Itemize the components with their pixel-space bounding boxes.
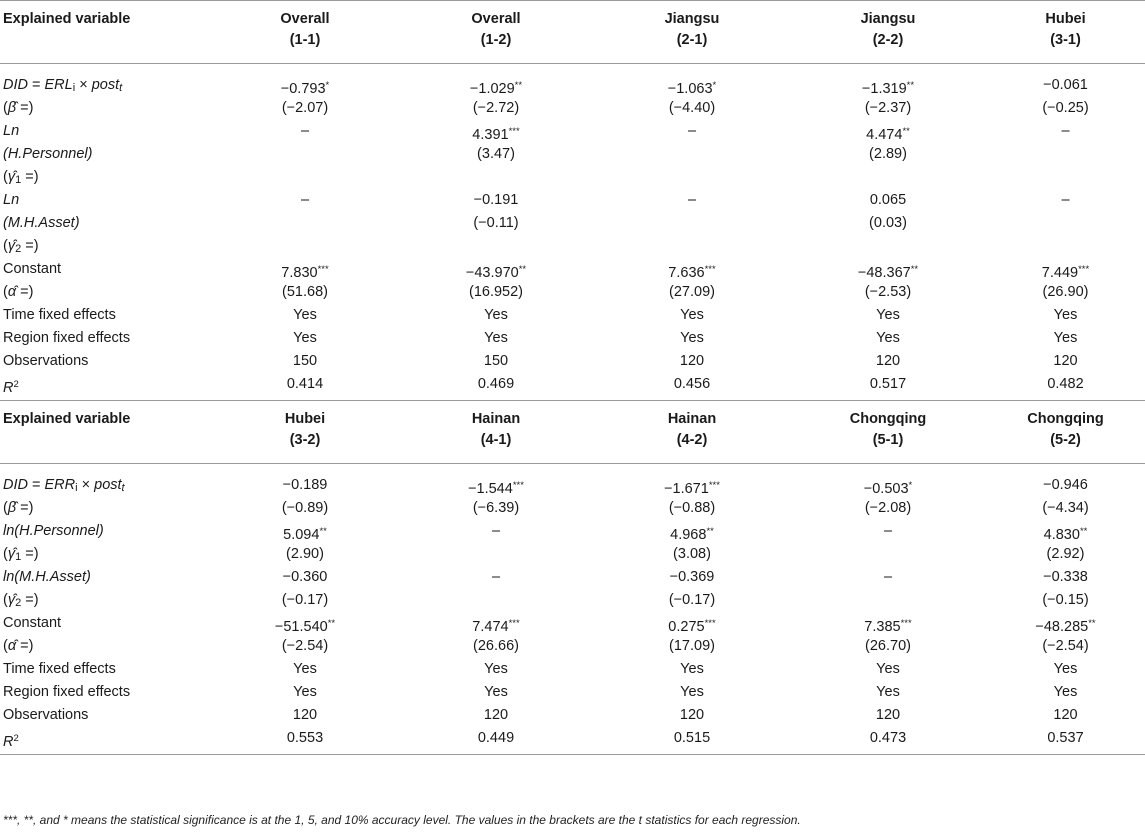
coefficient-value: 120 [875,353,901,369]
coefficient-value: 7.385*** [864,618,912,635]
row-label [0,681,212,704]
t-statistic-value: (27.09) [669,284,715,300]
row-label-line: DID = ERLi × postt [3,77,123,94]
table-cell [986,612,1145,658]
column-region-name: Overall [280,11,330,27]
coefficient-value: – [883,569,893,585]
column-region-name: Hubei [284,411,326,427]
coefficient-value: – [687,123,697,139]
row-label-line: Observations [3,353,89,369]
coefficient-value: – [687,192,697,208]
column-header-3-2 [212,401,398,464]
row-label [0,350,212,373]
coefficient-value: −1.319** [861,80,915,97]
coefficient-value: 0.473 [869,730,907,746]
table-cell [594,520,790,566]
coefficient-value: – [883,523,893,539]
table-cell [398,681,594,704]
column-header-1-2 [398,1,594,64]
table-row [0,566,1145,612]
table-cell [212,373,398,401]
table-cell [212,681,398,704]
coefficient-value: Yes [680,330,704,346]
column-model-number: (3-1) [1050,32,1081,48]
table-row [0,350,1145,373]
column-model-number: (2-1) [676,32,708,48]
table-cell [790,727,986,755]
t-statistic-value: (−0.88) [668,500,716,516]
coefficient-value: 0.515 [673,730,711,746]
coefficient-value: 0.482 [1047,376,1084,392]
table-cell [212,727,398,755]
row-label-line: (H.Personnel) [3,146,93,162]
table-cell [986,704,1145,727]
panel-1-header-row [0,1,1145,64]
t-statistic-value: (3.08) [673,546,711,562]
coefficient-value: Yes [876,307,900,323]
coefficient-value: Yes [293,307,317,323]
column-region-name: Jiangsu [664,11,720,27]
table-cell [398,704,594,727]
coefficient-value: −51.540** [274,618,336,635]
table-cell [594,373,790,401]
table-cell [594,258,790,304]
row-label-line: (γ̂2 =) [3,592,39,609]
row-label-line: (γ̂2 =) [3,238,39,255]
table-cell [790,327,986,350]
column-region-name: Jiangsu [860,11,916,27]
column-model-number: (3-2) [289,432,321,448]
table-cell [398,304,594,327]
table-cell [790,189,986,258]
table-cell [790,64,986,121]
coefficient-value: 120 [1053,707,1078,723]
coefficient-value: −0.793* [280,80,330,97]
table-cell [986,304,1145,327]
table-row [0,464,1145,521]
coefficient-value: 120 [483,707,509,723]
coefficient-value: 120 [1053,353,1078,369]
table-cell [594,681,790,704]
coefficient-value: 0.065 [869,192,907,208]
column-region-name: Hainan [667,411,717,427]
coefficient-value: Yes [1053,307,1078,323]
t-statistic-value: (51.68) [282,284,328,300]
column-model-number: (5-2) [1050,432,1081,448]
row-label-line: ln(M.H.Asset) [3,569,91,585]
table-row [0,189,1145,258]
table-row [0,120,1145,189]
table-cell [594,350,790,373]
coefficient-value: 7.474*** [472,618,520,635]
coefficient-value: – [300,123,310,139]
t-statistic-value: (−2.53) [864,284,912,300]
column-header-3-1 [986,1,1145,64]
table-cell [594,727,790,755]
table-cell [594,304,790,327]
coefficient-value: Yes [293,330,317,346]
t-statistic-value: (2.89) [869,146,907,162]
row-label-line: (γ̂1 =) [3,169,39,186]
column-header-5-1 [790,401,986,464]
t-statistic-value: (−0.17) [668,592,716,608]
coefficient-value: 0.517 [869,376,907,392]
coefficient-value: 4.830** [1043,526,1088,543]
table-cell [790,350,986,373]
table-cell [212,327,398,350]
coefficient-value: Yes [484,684,508,700]
table-cell [986,373,1145,401]
row-label [0,566,212,612]
row-label-line: Time fixed effects [3,661,116,677]
table-cell [212,658,398,681]
coefficient-value: −0.503* [863,480,913,497]
coefficient-value: −0.338 [1043,569,1088,585]
coefficient-value: – [491,523,501,539]
table-cell [594,566,790,612]
table-row [0,704,1145,727]
table-row [0,327,1145,350]
table-cell [398,566,594,612]
table-cell [212,258,398,304]
coefficient-value: Yes [1053,330,1078,346]
table-cell [398,189,594,258]
row-label-line: Constant [3,615,62,631]
coefficient-value: – [1061,192,1070,208]
column-header-2-1 [594,1,790,64]
t-statistic-value: (17.09) [669,638,715,654]
table-cell [986,658,1145,681]
coefficient-value: – [491,569,501,585]
column-region-name: Hainan [471,411,521,427]
coefficient-value: 7.830*** [281,264,329,281]
coefficient-value: Yes [484,661,508,677]
panel-2-header-row [0,401,1145,464]
table-cell [594,464,790,521]
coefficient-value: 7.636*** [668,264,716,281]
coefficient-value: Yes [680,661,704,677]
coefficient-value: −1.671*** [664,480,720,497]
table-cell [398,64,594,121]
coefficient-value: −1.029** [469,80,523,97]
column-region-name: Chongqing [1027,411,1104,427]
coefficient-value: −0.946 [1043,477,1088,493]
coefficient-value: −43.970** [465,264,527,281]
table-cell [212,64,398,121]
table-cell [790,704,986,727]
table-cell [790,258,986,304]
table-cell [398,120,594,189]
table-cell [398,520,594,566]
table-cell [398,258,594,304]
column-model-number: (4-2) [676,432,708,448]
t-statistic-value: (−2.07) [281,100,329,116]
table-row [0,258,1145,304]
table-cell [986,189,1145,258]
table-cell [212,120,398,189]
table-cell [594,327,790,350]
row-label-line: $R^2$ [3,379,19,396]
row-label-line: (β̂ =) [3,100,34,116]
row-label-line: (α̂ =) [3,284,34,300]
table-cell [398,658,594,681]
table-cell [398,727,594,755]
row-label-line: (M.H.Asset) [3,215,80,231]
t-statistic-value: (16.952) [468,284,523,300]
table-row [0,64,1145,121]
row-label-line: Ln [3,123,20,139]
table-footnote: ***, **, and * means the statistical significance is at the 1, 5, and 10% accuracy level. The values in the brackets are the t statistics for each regression. [3,813,801,827]
t-statistic-value: (2.90) [286,546,324,562]
column-header-1-1 [212,1,398,64]
coefficient-value: −1.544*** [468,480,524,497]
row-label [0,189,212,258]
coefficient-value: – [1061,123,1070,139]
t-statistic-value: (−2.72) [472,100,520,116]
table-cell [986,64,1145,121]
t-statistic-value: (26.90) [1042,284,1089,300]
row-label [0,64,212,121]
table-cell [790,681,986,704]
table-cell [790,304,986,327]
column-model-number: (4-1) [480,432,512,448]
table-row [0,304,1145,327]
coefficient-value: 0.456 [673,376,711,392]
coefficient-value: −48.367** [857,264,919,281]
coefficient-value: Yes [876,330,900,346]
row-label [0,727,212,755]
t-statistic-value: (−0.25) [1042,100,1089,116]
coefficient-value: 120 [679,353,705,369]
row-label [0,304,212,327]
table-cell [790,612,986,658]
row-label-line: Observations [3,707,89,723]
table-cell [594,64,790,121]
row-label [0,612,212,658]
table-cell [790,373,986,401]
table-cell [594,658,790,681]
t-statistic-value: (−2.54) [281,638,329,654]
t-statistic-value: (−0.15) [1042,592,1089,608]
table-cell [212,566,398,612]
explained-variable-header: Explained variable [0,1,212,64]
table-cell [986,327,1145,350]
table-cell [986,681,1145,704]
t-statistic-value: (−2.08) [864,500,912,516]
column-model-number: (5-1) [872,432,904,448]
coefficient-value: 120 [679,707,705,723]
coefficient-value: 0.537 [1047,730,1084,746]
row-label-line: Constant [3,261,62,277]
table-cell [594,704,790,727]
coefficient-value: 0.275*** [668,618,716,635]
row-label-line: (γ̂1 =) [3,546,39,563]
coefficient-value: Yes [484,307,508,323]
table-row [0,681,1145,704]
coefficient-value: −0.369 [669,569,715,585]
row-label [0,464,212,521]
table-cell [594,612,790,658]
row-label-line: (α̂ =) [3,638,34,654]
column-header-5-2 [986,401,1145,464]
t-statistic-value: (−2.54) [1042,638,1089,654]
t-statistic-value: (2.92) [1046,546,1085,562]
coefficient-value: Yes [1053,661,1078,677]
coefficient-value: 4.391*** [472,126,520,143]
table-cell [986,258,1145,304]
table-cell [212,304,398,327]
coefficient-value: Yes [484,330,508,346]
coefficient-value: 120 [292,707,318,723]
table-cell [986,120,1145,189]
table-cell [790,464,986,521]
coefficient-value: Yes [876,661,900,677]
row-label [0,258,212,304]
table-cell [212,704,398,727]
table-cell [790,520,986,566]
row-label-line: (β̂ =) [3,500,34,516]
table-cell [212,520,398,566]
t-statistic-value: (−4.34) [1042,500,1089,516]
table-cell [594,189,790,258]
table-cell [398,327,594,350]
table-cell [212,464,398,521]
row-label [0,658,212,681]
table-cell [594,120,790,189]
t-statistic-value: (−4.40) [668,100,716,116]
t-statistic-value: (26.70) [865,638,911,654]
coefficient-value: Yes [293,661,317,677]
column-model-number: (2-2) [872,32,904,48]
table-row [0,612,1145,658]
column-header-4-2 [594,401,790,464]
column-region-name: Hubei [1045,11,1086,27]
t-statistic-value: (0.03) [869,215,907,231]
table-cell [790,120,986,189]
table-cell [986,350,1145,373]
coefficient-value: Yes [680,307,704,323]
table-cell [212,612,398,658]
row-label [0,327,212,350]
coefficient-value: 0.414 [286,376,324,392]
row-label [0,120,212,189]
t-statistic-value: (−0.89) [281,500,329,516]
explained-variable-header: Explained variable [0,401,212,464]
column-region-name: Overall [471,11,521,27]
t-statistic-value: (−6.39) [472,500,520,516]
t-statistic-value: (3.47) [477,146,515,162]
coefficient-value: 4.474** [866,126,910,143]
column-region-name: Chongqing [849,411,927,427]
table-cell [986,566,1145,612]
row-label-line: Ln [3,192,20,208]
row-label-line: $R^2$ [3,733,19,750]
table-cell [986,520,1145,566]
coefficient-value: 150 [483,353,509,369]
coefficient-value: 0.553 [286,730,324,746]
column-model-number: (1-2) [480,32,512,48]
t-statistic-value: (−0.11) [473,215,519,231]
row-label-line: Region fixed effects [3,330,131,346]
table-row [0,373,1145,401]
coefficient-value: 150 [292,353,318,369]
row-label [0,373,212,401]
coefficient-value: 0.449 [477,730,515,746]
table-cell [212,350,398,373]
column-model-number: (1-1) [289,32,321,48]
t-statistic-value: (26.66) [473,638,519,654]
table-row [0,727,1145,755]
row-label-line: DID = ERRi × postt [3,477,125,494]
row-label-line: Time fixed effects [3,307,116,323]
table-cell [398,350,594,373]
table-cell [986,727,1145,755]
coefficient-value: −0.191 [473,192,519,208]
coefficient-value: −0.061 [1043,77,1088,93]
table-cell [212,189,398,258]
table-cell [790,658,986,681]
table-row [0,658,1145,681]
coefficient-value: −0.360 [282,569,328,585]
coefficient-value: 4.968** [670,526,714,543]
column-header-2-2 [790,1,986,64]
row-label [0,704,212,727]
column-header-4-1 [398,401,594,464]
row-label [0,520,212,566]
coefficient-value: −48.285** [1035,618,1096,635]
coefficient-value: – [300,192,310,208]
table-cell [398,464,594,521]
t-statistic-value: (−2.37) [864,100,912,116]
coefficient-value: 0.469 [477,376,515,392]
coefficient-value: Yes [1053,684,1078,700]
t-statistic-value: (−0.17) [281,592,329,608]
coefficient-value: Yes [293,684,317,700]
coefficient-value: 7.449*** [1041,264,1090,281]
table-cell [986,464,1145,521]
table-cell [398,373,594,401]
row-label-line: ln(H.Personnel) [3,523,104,539]
coefficient-value: −1.063* [667,80,717,97]
table-cell [398,612,594,658]
row-label-line: Region fixed effects [3,684,131,700]
coefficient-value: Yes [680,684,704,700]
coefficient-value: 5.094** [283,526,327,543]
coefficient-value: Yes [876,684,900,700]
table-row [0,520,1145,566]
coefficient-value: −0.189 [282,477,328,493]
table-cell [790,566,986,612]
coefficient-value: 120 [875,707,901,723]
